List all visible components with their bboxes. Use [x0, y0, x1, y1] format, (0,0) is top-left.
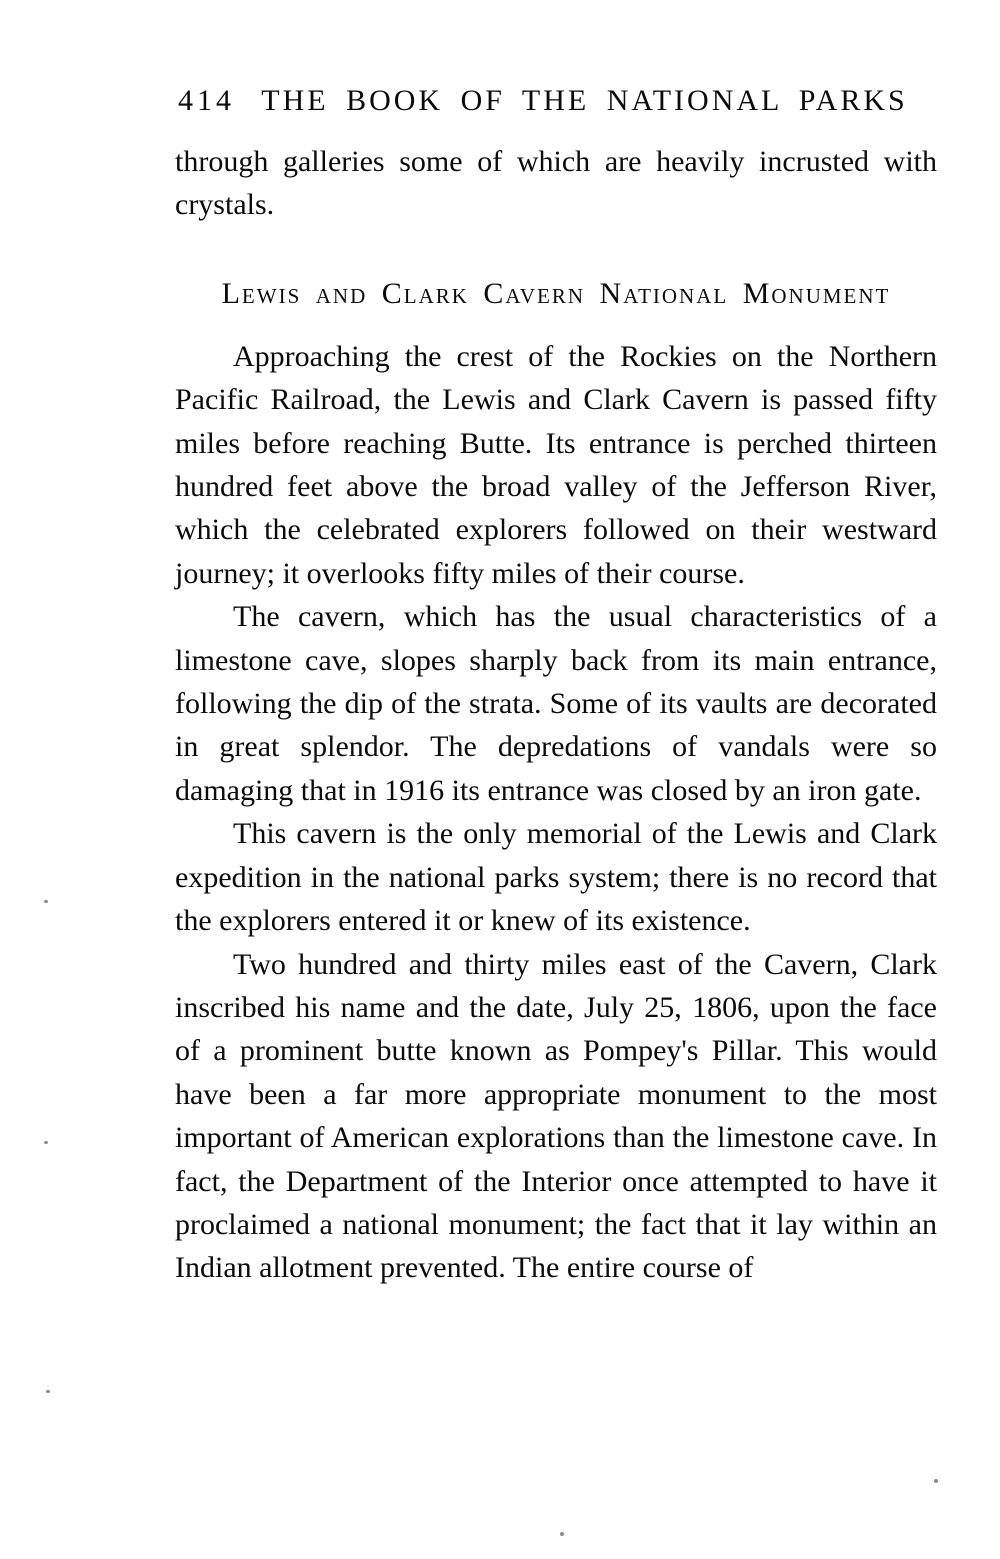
text-block [175, 140, 937, 1290]
section-heading: Lewis and Clark Cavern National Monument [221, 276, 891, 310]
continuation-paragraph: through galleries some of which are heavily incrusted with crystals. [175, 145, 937, 222]
paragraph: Approaching the crest of the Rockies on the Northern Pacific Railroad, the Lewis and Clark Cavern is passed fifty miles before reaching Butte. Its entrance is perched thirteen hundred feet above the broad valley of the Jefferson River, which the celebrated explorers followed on their westward journey; it overlooks fifty miles of their course. [175, 339, 937, 590]
running-title: THE BOOK OF THE NATIONAL PARKS [261, 84, 908, 117]
paragraph: Two hundred and thirty miles east of the Cavern, Clark inscribed his name and the date, July 25, 1806, upon the face of a prominent butte known as Pompey's Pillar. This would have been a far more appropriate monument to the most important of American explorations than the limestone cave. In fact, the Department of the Interior once attempted to have it proclaimed a national monument; the fact that it lay within an Indian allotment prevented. The entire course of [175, 947, 937, 1285]
paragraph: This cavern is the only memorial of the Lewis and Clark expedition in the national parks system; there is no record that the explorers entered it or knew of its existence. [175, 817, 937, 938]
scan-speck [934, 1479, 938, 1483]
paragraph: The cavern, which has the usual characteristics of a limestone cave, slopes sharply back from its main entrance, following the dip of the strata. Some of its vaults are decorated in great splendor. The depredations of vandals were so damaging that in 1916 its entrance was closed by an iron gate. [175, 600, 937, 807]
scan-speck [560, 1532, 564, 1536]
scan-speck [44, 1141, 48, 1144]
page-number: 414 [178, 84, 235, 117]
scan-speck [44, 900, 48, 903]
scan-speck [46, 1390, 50, 1393]
running-head [178, 84, 908, 118]
